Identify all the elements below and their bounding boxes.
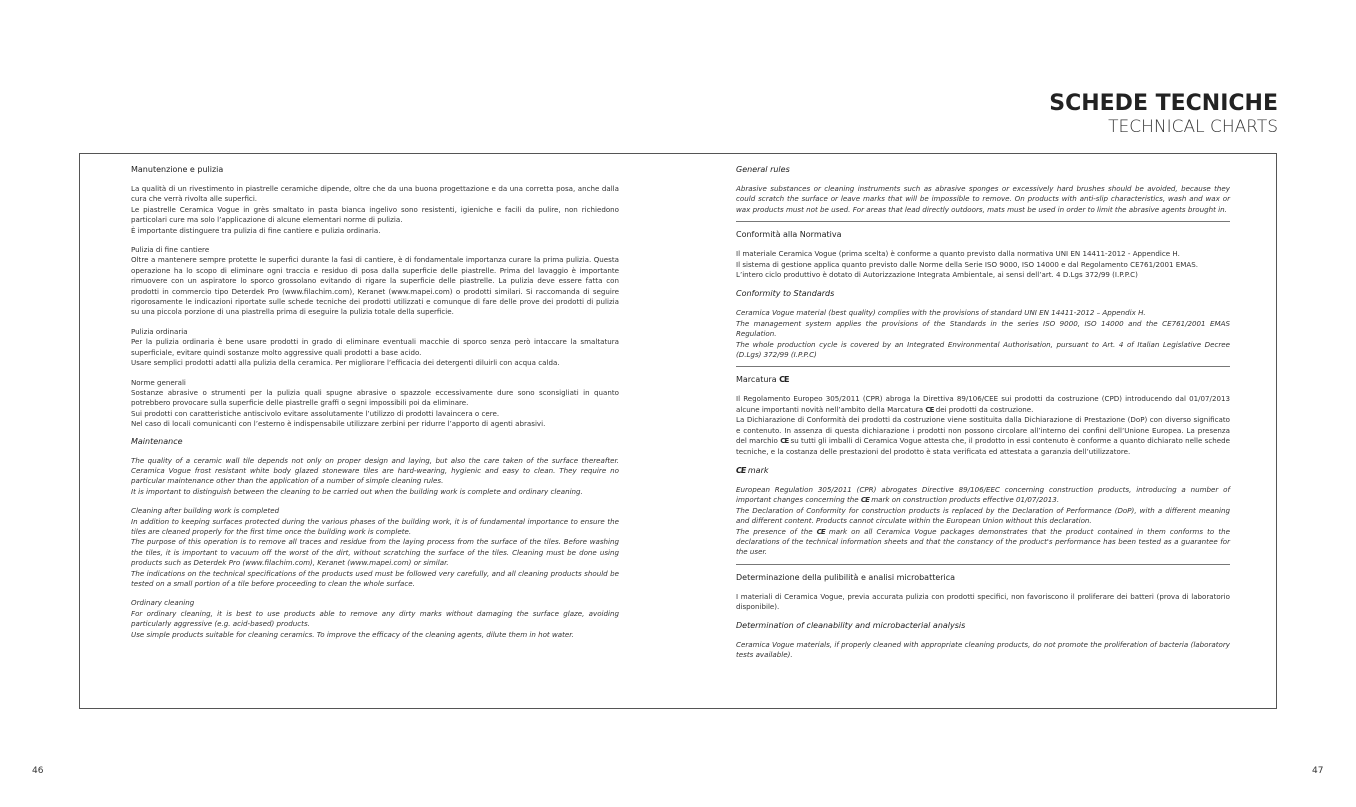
paragraph: The quality of a ceramic wall tile depends not only on proper design and laying, but also the care taken of the surface thereafter. Ceramica Vogue frost resistant white body glazed stoneware tiles are hard-wearing, hygienic and easy to clean. They require no particular maintenance other than the application of a number of simple cleaning rules. (131, 455, 619, 486)
paragraph: Abrasive substances or cleaning instruments such as abrasive sponges or excessively hard brushes should be avoided, because they could scratch the surface or leave marks that will be impossible to remove. On products with anti-slip characteristics, wash and wax or wax products must not be used. For areas that lead directly outdoors, mats must be used in order to limit the abrasive agents brought in. (736, 184, 1230, 214)
divider (736, 221, 1230, 222)
page-title: SCHEDE TECNICHE (1049, 91, 1278, 116)
paragraph: The whole production cycle is covered by an Integrated Environmental Authorisation, pursuant to Art. 4 of Italian Legislative Decree (D.Lgs) 372/99 (I.P.P.C) (736, 339, 1230, 360)
paragraph (736, 527, 1230, 558)
paragraph: Use simple products suitable for cleaning ceramics. To improve the efficacy of the cleaning agents, dilute them in hot water. (131, 629, 574, 639)
subheading: Pulizia di fine cantiere (131, 245, 210, 255)
subheading: Pulizia ordinaria (131, 326, 188, 336)
text: La Dichiarazione di Conformità dei prodotti da costruzione viene sostituita dalla Dichiarazione di Prestazione (DoP) con diverso significato e contenuto. In assenza di questa dichiarazione i prodotti non possono circolare all’interno dei confini dell’Unione Europea. La presenza del marchio (736, 415, 1230, 446)
heading-text: Marcatura (736, 375, 777, 385)
paragraph: L’intero ciclo produttivo è dotato di Autorizzazione Integrata Ambientale, ai sensi dell’art. 4 D.Lgs 372/99 (I.P.P.C) (736, 270, 1138, 280)
paragraph: Il sistema di gestione applica quanto previsto dalle Norme della Serie ISO 9000, ISO 14000 e dal Regolamento CE761/2001 EMAS. (736, 259, 1198, 269)
section-heading-cleanability: Determination of cleanability and microbacterial analysis (736, 620, 966, 630)
section-heading-general-rules: General rules (736, 165, 790, 174)
paragraph: Le piastrelle Ceramica Vogue in grès smaltato in pasta bianca ingelivo sono resistenti, igieniche e facili da pulire, non richiedono particolari cure ma solo l’applicazione di alcune elementari norme di pulizia. (131, 204, 619, 225)
section-heading-ce-mark (736, 465, 1230, 476)
paragraph: Nel caso di locali comunicanti con l’esterno è indispensabile utilizzare zerbini per ridurre l’apporto di agenti abrasivi. (131, 419, 546, 429)
text: European Regulation 305/2011 (CPR) abrogates Directive 89/106/EEC concerning construction products, introducing a number of important changes concerning the (736, 484, 1230, 505)
ce-mark-icon: CE (779, 375, 789, 385)
page-subtitle: TECHNICAL CHARTS (1108, 117, 1278, 137)
paragraph: Il materiale Ceramica Vogue (prima scelta) è conforme a quanto previsto dalla normativa UNI EN 14411-2012 - Appendice H. (736, 249, 1180, 259)
ce-mark-icon: CE (780, 436, 789, 446)
paragraph: Ceramica Vogue materials, if properly cleaned with appropriate cleaning products, do not promote the proliferation of bacteria (laboratory tests available). (736, 639, 1230, 659)
divider (736, 366, 1230, 367)
right-column (736, 164, 1230, 660)
section-heading-conformita: Conformità alla Normativa (736, 230, 842, 240)
heading-text: mark (747, 465, 769, 475)
paragraph (736, 415, 1230, 457)
paragraph: La qualità di un rivestimento in piastrelle ceramiche dipende, oltre che da una buona progettazione e da una corretta posa, anche dalla cura che verrà rivolta alle superfici. (131, 184, 619, 204)
text: dei prodotti da costruzione. (935, 404, 1034, 414)
section-heading-conformity: Conformity to Standards (736, 289, 835, 299)
paragraph: The indications on the technical specifications of the products used must be followed very carefully, and all cleaning products should be tested on a small portion of a tile before proceeding to clean the whole surface. (131, 568, 619, 588)
page-number-left: 46 (32, 766, 44, 776)
paragraph: È importante distinguere tra pulizia di fine cantiere e pulizia ordinaria. (131, 225, 381, 235)
paragraph: I materiali di Ceramica Vogue, previa accurata pulizia con prodotti specifici, non favoriscono il proliferare dei batteri (prova di laboratorio disponibile). (736, 591, 1230, 612)
paragraph: In addition to keeping surfaces protected during the various phases of the building work, it is of fundamental importance to ensure the tiles are cleaned properly for the first time once the building work is complete. (131, 516, 619, 536)
subheading: Ordinary cleaning (131, 598, 195, 608)
section-heading-marcatura (736, 374, 1230, 385)
paragraph: Sostanze abrasive o strumenti per la pulizia quali spugne abrasive o spazzole eccessivamente dure sono sconsigliati in quanto potrebbero provocare sulla superficie delle piastrelle graffi o segni impossibili poi da eliminare. (131, 387, 619, 408)
content-frame (79, 153, 1277, 709)
section-heading-manutenzione: Manutenzione e pulizia (131, 165, 224, 174)
paragraph: Sui prodotti con caratteristiche antiscivolo evitare assolutamente l’utilizzo di prodotti lavaincera o cere. (131, 408, 500, 418)
paragraph: The Declaration of Conformity for construction products is replaced by the Declaration of Performance (DoP), with a different meaning and different content. Products cannot circulate within the European Union without this declaration. (736, 505, 1230, 526)
paragraph (736, 394, 1230, 415)
text: The presence of the (736, 526, 813, 536)
paragraph: For ordinary cleaning, it is best to use products able to remove any dirty marks without damaging the surface glaze, avoiding particularly aggressive (e.g. acid-based) products. (131, 608, 619, 629)
paragraph (736, 485, 1230, 506)
ce-mark-icon: CE (816, 526, 825, 536)
paragraph: Oltre a mantenere sempre protette le superfici durante la fasi di cantiere, è di fondamentale importanza curare la prima pulizia. Questa operazione ha lo scopo di eliminare ogni traccia e residuo di posa dalla superficie delle piastrelle. Prima del lavaggio è importante rimuovere con un aspiratore lo sporco grossolano evitando di rigare la superficie delle piastrelle. La pulizia deve essere fatta con prodotti in commercio tipo Deterdek Pro (www.filachim.com), Keranet (www.mapei.com) o prodotti similari. Si raccomanda di seguire rigorosamente le indicazioni riportate sulle schede tecniche dei prodotti utilizzati e comunque di fare delle prove dei prodotti di pulizia su una piccola porzione di una piastrella prima di eseguire la pulizia totale della superficie. (131, 255, 619, 317)
page-header (1049, 92, 1278, 138)
text: mark on construction products effective 01/07/2013. (871, 495, 1060, 505)
subheading: Norme generali (131, 377, 186, 387)
divider (736, 564, 1230, 565)
text: su tutti gli imballi di Ceramica Vogue attesta che, il prodotto in essi contenuto è conforme a quanto dichiarato nelle schede tecniche, e la costanza delle prestazioni del prodotto è stata verificata ed attestata a garanzia dell’utilizzatore. (736, 436, 1230, 456)
ce-mark-icon: CE (925, 404, 934, 414)
subheading: Cleaning after building work is completed (131, 506, 280, 516)
paragraph: The management system applies the provisions of the Standards in the series ISO 9000, ISO 14000 and the CE761/2001 EMAS Regulation. (736, 318, 1230, 339)
left-column (131, 164, 619, 640)
ce-mark-icon: CE (736, 465, 746, 475)
paragraph: Usare semplici prodotti adatti alla pulizia della ceramica. Per migliorare l’efficacia dei detergenti diluirli con acqua calda. (131, 358, 560, 368)
section-heading-pulibilita: Determinazione della pulibilità e analisi microbatterica (736, 572, 956, 582)
text: mark on all Ceramica Vogue packages demonstrates that the product contained in them conforms to the declarations of the technical information sheets and that the constancy of the product's performance has been tested as a guarantee for the user. (736, 526, 1230, 557)
paragraph: The purpose of this operation is to remove all traces and residue from the laying process from the surface of the tiles. Before washing the tiles, it is important to vacuum off the worst of the dirt, without scratching the surface of the tiles. Cleaning must be done using products such as Deterdek Pro (www.filachim.com), Keranet (www.mapei.com) or similar. (131, 537, 619, 568)
paragraph: Per la pulizia ordinaria è bene usare prodotti in grado di eliminare eventuali macchie di sporco senza però intaccare la smaltatura superficiale, evitare quindi sostanze molto aggressive quali prodotti a base acido. (131, 337, 619, 357)
paragraph: It is important to distinguish between the cleaning to be carried out when the building work is complete and ordinary cleaning. (131, 486, 583, 496)
page-number-right: 47 (1312, 766, 1324, 776)
text: Il Regolamento Europeo 305/2011 (CPR) abroga la Direttiva 89/106/CEE sui prodotti da costruzione (CPD) introducendo dal 01/07/2013 alcune importanti novità nell’ambito della Marcatura (736, 394, 1230, 414)
ce-mark-icon: CE (860, 495, 869, 505)
paragraph: Ceramica Vogue material (best quality) complies with the provisions of standard UNI EN 14411-2012 – Appendix H. (736, 308, 1146, 318)
section-heading-maintenance: Maintenance (131, 436, 183, 446)
